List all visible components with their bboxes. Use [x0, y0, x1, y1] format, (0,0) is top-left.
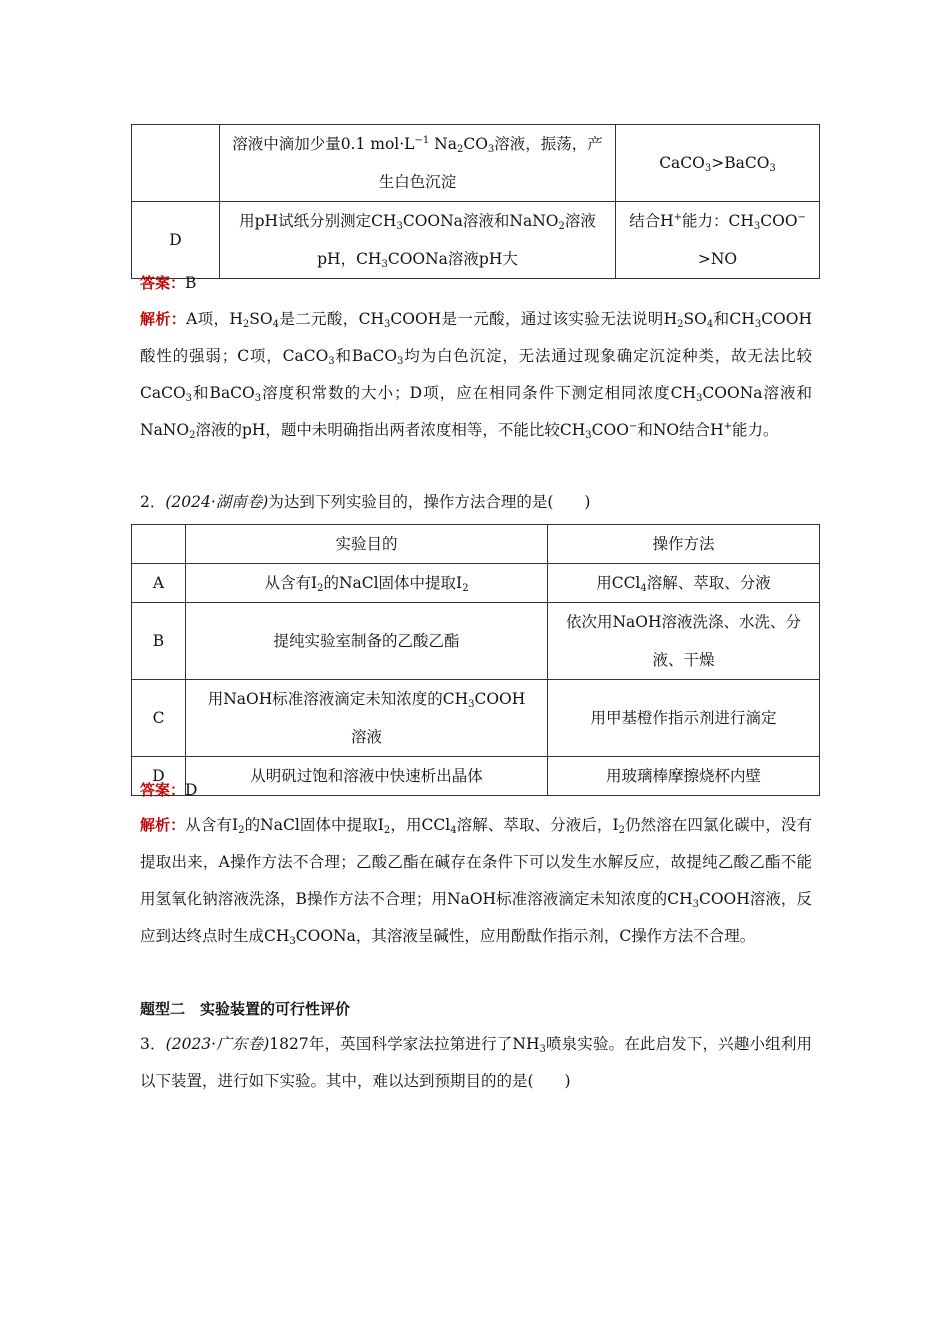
table-row: [132, 603, 820, 680]
table-row: [132, 564, 820, 603]
answer-value: B: [185, 274, 197, 292]
table-cell-option: A: [132, 564, 186, 603]
question-number: 2．: [140, 493, 166, 511]
answer-label: 答案：: [140, 274, 186, 292]
table-cell-option: D: [132, 757, 186, 796]
answer-line: [140, 271, 196, 295]
table-row: [132, 202, 820, 279]
table-cell-purpose: 从含有$I_2$的NaCl固体中提取$I_2$: [186, 564, 548, 603]
table-cell-option: B: [132, 603, 186, 680]
experiment-table-continued: [131, 124, 820, 279]
table-cell-method: 用甲基橙作指示剂进行滴定: [548, 680, 820, 757]
table-cell-option: C: [132, 680, 186, 757]
table-header-row: [132, 525, 820, 564]
analysis-label: 解析：: [140, 816, 186, 834]
table-cell-method: 用CCl$_4$溶解、萃取、分液: [548, 564, 820, 603]
analysis-paragraph: 解析：从含有$I_2$的NaCl固体中提取$I_2$，用CCl$_4$溶解、萃取、分液后，$I_2$仍然溶在四氯化碳中，没有提取出来，A操作方法不合理；乙酸乙酯在碱存在条件下可以发生水解反应，故提纯乙酸乙酯不能用氢氧化钠溶液洗涤，B操作方法不合理；用NaOH标准溶液滴定未知浓度的$CH_3COOH$溶液，反应到达终点时生成$CH_3COONa$，其溶液呈碱性，应用酚酞作指示剂，C操作方法不合理。: [140, 816, 812, 947]
header-cell: [132, 525, 186, 564]
section-title: 题型二 实验装置的可行性评价: [140, 1000, 351, 1018]
answer-label: 答案：: [140, 781, 186, 799]
question-source: (2023·广东卷): [165, 1035, 270, 1053]
answer-line: [140, 778, 197, 802]
question-stem: 3．(2023·广东卷)1827年，英国科学家法拉第进行了$NH_3$喷泉实验。在此启发下，兴趣小组利用以下装置，进行如下实验。其中，难以达到预期目的的是( ): [140, 1035, 812, 1090]
table-cell-option: [132, 125, 220, 202]
table-cell-purpose: 提纯实验室制备的乙酸乙酯: [186, 603, 548, 680]
table-row: [132, 757, 820, 796]
table-cell-procedure: 用pH试纸分别测定$CH_3COONa$溶液和NaNO$_2$溶液 pH，$CH_3COONa$溶液pH大: [220, 202, 616, 279]
analysis-label: 解析：: [140, 310, 187, 328]
question-source: (2024·湖南卷): [165, 493, 269, 511]
table-cell-option: D: [132, 202, 220, 279]
question-number: 3．: [140, 1035, 166, 1053]
analysis-paragraph: 解析：A项，$H_2SO_4$是二元酸，$CH_3COOH$是一元酸，通过该实验无法说明$H_2SO_4$和$CH_3COOH$酸性的强弱；C项，CaCO$_3$和BaCO$_3$均为白色沉淀，无法通过现象确定沉淀种类，故无法比较CaCO$_3$和BaCO$_3$溶度积常数的大小；D项，应在相同条件下测定相同浓度$CH_3COONa$溶液和NaNO$_2$溶液的pH，题中未明确指出两者浓度相等，不能比较$CH_3COO^-$和NO结合H+能力。: [140, 310, 813, 441]
question-stem: [140, 490, 590, 514]
table-cell-method: 依次用NaOH溶液洗涤、水洗、分 液、干燥: [548, 603, 820, 680]
header-cell: 实验目的: [186, 525, 548, 564]
table-cell-procedure: 溶液中滴加少量0.1 $mol\cdot L^{-1}$ $Na_2CO_3$溶液，振荡，产 生白色沉淀: [220, 125, 616, 202]
table-cell-method: 用玻璃棒摩擦烧杯内壁: [548, 757, 820, 796]
answer-value: D: [185, 781, 198, 799]
table-row: [132, 680, 820, 757]
table-cell-purpose: 用NaOH标准溶液滴定未知浓度的$CH_3COOH$ 溶液: [186, 680, 548, 757]
table-cell-purpose: 从明矾过饱和溶液中快速析出晶体: [186, 757, 548, 796]
table-cell-conclusion: 结合H+能力：$CH_3COO^-$ >NO: [616, 202, 820, 279]
question-text: 为达到下列实验目的，操作方法合理的是( ): [268, 493, 591, 511]
table-cell-conclusion: CaCO$_3$>BaCO$_3$: [616, 125, 820, 202]
experiment-table: [131, 524, 820, 796]
header-cell: 操作方法: [548, 525, 820, 564]
table-row: [132, 125, 820, 202]
